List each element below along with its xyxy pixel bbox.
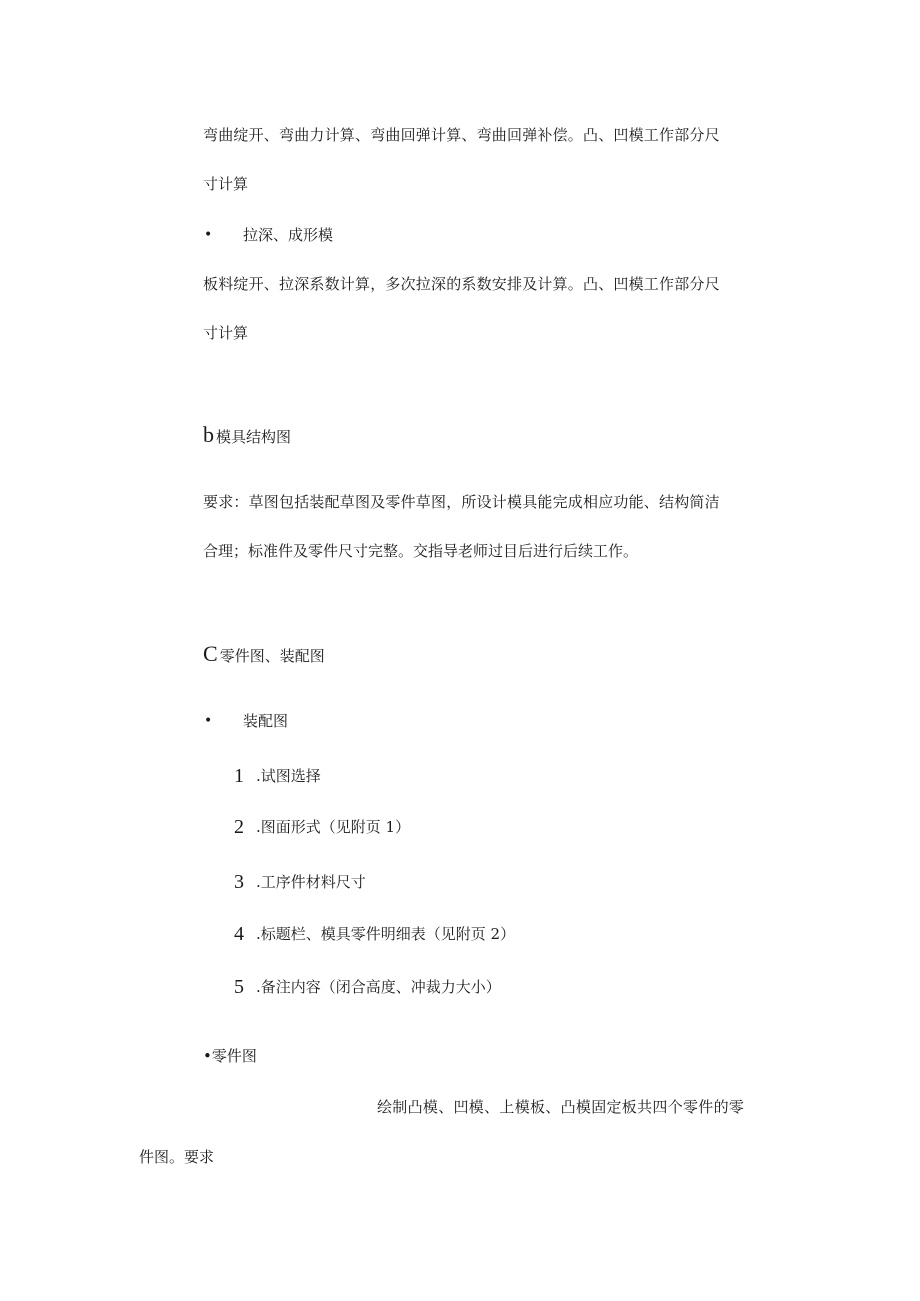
assembly-bullet: • (204, 713, 213, 729)
parts-paragraph-line-1: 绘制凸模、凹模、上模板、凸模固定板共四个零件的零 (377, 1098, 745, 1116)
section-c-letter: C (203, 641, 218, 666)
requirements-line-2: 合理；标准件及零件尺寸完整。交指导老师过目后进行后续工作。 (203, 542, 639, 560)
drawing-paragraph-line-2: 寸计算 (203, 324, 249, 342)
list-item-text: .试图选择 (256, 767, 321, 785)
section-b-heading (203, 424, 291, 446)
parts-heading: •零件图 (203, 1047, 257, 1065)
list-item-number: 5 (234, 976, 244, 998)
bending-paragraph-line-2: 寸计算 (203, 175, 249, 193)
list-item-number: 1 (234, 765, 244, 787)
list-item-number: 4 (234, 923, 244, 945)
assembly-heading: 装配图 (243, 712, 289, 730)
bending-paragraph-line-1: 弯曲绽开、弯曲力计算、弯曲回弹计算、弯曲回弹补偿。凸、凹模工作部分尺 (203, 126, 720, 144)
requirements-line-1: 要求：草图包括装配草图及零件草图，所设计模具能完成相应功能、结构简洁 (203, 493, 720, 511)
list-item-text: .备注内容（闭合高度、冲裁力大小） (256, 978, 501, 996)
section-b-title: 模具结构图 (216, 428, 292, 446)
list-item-number: 3 (234, 871, 244, 893)
section-c-title: 零件图、装配图 (219, 647, 325, 665)
list-item-number: 2 (234, 816, 244, 838)
list-item-text: .工序件材料尺寸 (256, 873, 366, 891)
parts-paragraph-line-2: 件图。要求 (139, 1148, 215, 1166)
section-b-letter: b (203, 422, 214, 447)
list-item-text: .标题栏、模具零件明细表（见附页 2） (256, 925, 516, 943)
drawing-bullet: • (204, 227, 213, 243)
drawing-heading: 拉深、成形模 (243, 226, 334, 244)
list-item-text: .图面形式（见附页 1） (256, 818, 411, 836)
drawing-paragraph-line-1: 板料绽开、拉深系数计算，多次拉深的系数安排及计算。凸、凹模工作部分尺 (203, 275, 720, 293)
section-c-heading (203, 643, 325, 665)
